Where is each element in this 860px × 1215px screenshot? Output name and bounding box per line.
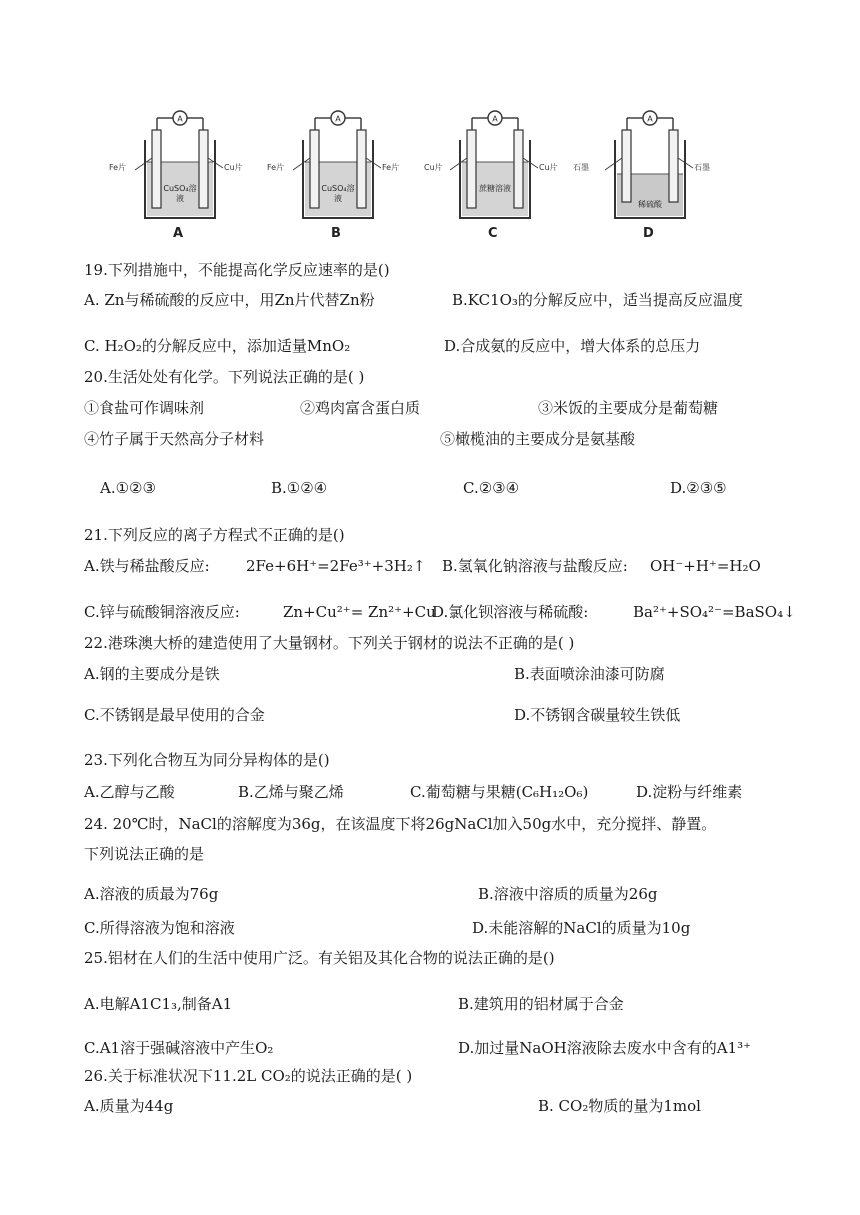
question-24-stem-line-2: 下列说法正确的是 <box>84 845 205 863</box>
electrode-label-left: Fe片 <box>109 163 127 172</box>
question-24-stem-line-1: 24. 20℃时，NaCl的溶解度为36g，在该温度下将26gNaCl加入50g水中，充分搅拌、静置。 <box>84 815 717 833</box>
question-19-stem: 19.下列措施中，不能提高化学反应速率的是() <box>84 261 390 279</box>
question-20-statement-5: ⑤橄榄油的主要成分是氨基酸 <box>440 430 636 448</box>
question-22-stem: 22.港珠澳大桥的建造使用了大量钢材。下列关于钢材的说法不正确的是( ) <box>84 634 575 652</box>
question-19-option-c: C. H₂O₂的分解反应中，添加适量MnO₂ <box>84 337 351 355</box>
electrode-label-right: Cu片 <box>539 163 558 172</box>
question-19-option-b: B.KC1O₃的分解反应中，适当提高反应温度 <box>452 291 743 309</box>
question-24-option-a: A.溶液的质最为76g <box>84 885 219 903</box>
svg-text:A: A <box>335 114 341 124</box>
question-23-option-d: D.淀粉与纤维素 <box>636 783 743 801</box>
question-21-stem: 21.下列反应的离子方程式不正确的是() <box>84 526 345 544</box>
solution-label: 蔗糖溶液 <box>479 184 511 193</box>
solution-label: CuSO₄溶液 <box>163 184 197 203</box>
question-20-stem: 20.生活处处有化学。下列说法正确的是( ) <box>84 368 365 386</box>
question-20-statement-2: ②鸡肉富含蛋白质 <box>300 399 421 417</box>
question-22-option-a: A.钢的主要成分是铁 <box>84 665 220 683</box>
question-22-option-c: C.不锈钢是最早使用的合金 <box>84 706 265 724</box>
question-21-option-c-equation: Zn+Cu²⁺= Zn²⁺+Cu <box>283 603 436 621</box>
question-20-statement-4: ④竹子属于天然高分子材料 <box>84 430 265 448</box>
question-25-option-a: A.电解A1C1₃,制备A1 <box>84 995 233 1013</box>
electrode-label-right: 石墨 <box>694 163 710 172</box>
electrode-label-left: 石墨 <box>573 163 589 172</box>
svg-text:A: A <box>177 114 183 124</box>
figure-letter: C <box>488 226 498 241</box>
question-26-option-a: A.质量为44g <box>84 1097 174 1115</box>
question-20-statement-3: ③米饭的主要成分是葡萄糖 <box>538 399 719 417</box>
electrode-label-left: Fe片 <box>267 163 285 172</box>
svg-text:A: A <box>647 114 653 124</box>
question-25-option-b: B.建筑用的铝材属于合金 <box>458 995 624 1013</box>
question-22-option-d: D.不锈钢含碳量较生铁低 <box>514 706 681 724</box>
question-20-option-b: B.①②④ <box>271 479 328 497</box>
figure-letter: A <box>173 226 184 241</box>
question-25-option-c: C.A1溶于强碱溶液中产生O₂ <box>84 1039 274 1057</box>
question-21-option-c-text: C.锌与硫酸铜溶液反应: <box>84 603 240 621</box>
electrode-label-right: Cu片 <box>224 163 243 172</box>
question-20-statement-1: ①食盐可作调味剂 <box>84 399 205 417</box>
question-20-option-c: C.②③④ <box>463 479 520 497</box>
question-19-option-d: D.合成氨的反应中，增大体系的总压力 <box>444 337 701 355</box>
question-22-option-b: B.表面喷涂油漆可防腐 <box>514 665 665 683</box>
question-21-option-b-equation: OH⁻+H⁺=H₂O <box>650 557 761 575</box>
question-26-option-b: B. CO₂物质的量为1mol <box>538 1097 701 1115</box>
question-21-option-a-equation: 2Fe+6H⁺=2Fe³⁺+3H₂↑ <box>246 557 426 575</box>
question-23-option-a: A.乙醇与乙酸 <box>84 783 175 801</box>
question-23-option-c: C.葡萄糖与果糖(C₆H₁₂O₆) <box>410 783 589 801</box>
apparatus-figure-d <box>575 100 725 240</box>
electrode-label-left: Cu片 <box>424 163 443 172</box>
question-20-option-a: A.①②③ <box>100 479 156 497</box>
apparatus-figure-a <box>105 100 255 240</box>
electrode-label-right: Fe片 <box>382 163 400 172</box>
question-25-stem: 25.铝材在人们的生活中使用广泛。有关铝及其化合物的说法正确的是() <box>84 949 555 967</box>
question-21-option-d-equation: Ba²⁺+SO₄²⁻=BaSO₄↓ <box>633 603 796 621</box>
question-24-option-c: C.所得溶液为饱和溶液 <box>84 919 235 937</box>
question-25-option-d: D.加过量NaOH溶液除去废水中含有的A1³⁺ <box>458 1039 752 1057</box>
apparatus-figure-c <box>420 100 570 240</box>
question-24-option-b: B.溶液中溶质的质量为26g <box>478 885 658 903</box>
question-26-stem: 26.关于标准状况下11.2L CO₂的说法正确的是( ) <box>84 1067 413 1085</box>
solution-label: 稀硫酸 <box>638 200 662 209</box>
solution-label: CuSO₄溶液 <box>321 184 355 203</box>
question-21-option-a-text: A.铁与稀盐酸反应: <box>84 557 210 575</box>
question-23-stem: 23.下列化合物互为同分异构体的是() <box>84 751 330 769</box>
question-21-option-d-text: D.氯化钡溶液与稀硫酸: <box>432 603 589 621</box>
figure-letter: B <box>331 226 341 241</box>
question-21-option-b-text: B.氢氧化钠溶液与盐酸反应: <box>442 557 628 575</box>
figure-letter: D <box>643 226 654 241</box>
question-24-option-d: D.未能溶解的NaCl的质量为10g <box>472 919 691 937</box>
apparatus-figure-b <box>263 100 413 240</box>
question-20-option-d: D.②③⑤ <box>670 479 727 497</box>
question-19-option-a: A. Zn与稀硫酸的反应中，用Zn片代替Zn粉 <box>84 291 375 309</box>
svg-text:A: A <box>492 114 498 124</box>
question-23-option-b: B.乙烯与聚乙烯 <box>238 783 344 801</box>
